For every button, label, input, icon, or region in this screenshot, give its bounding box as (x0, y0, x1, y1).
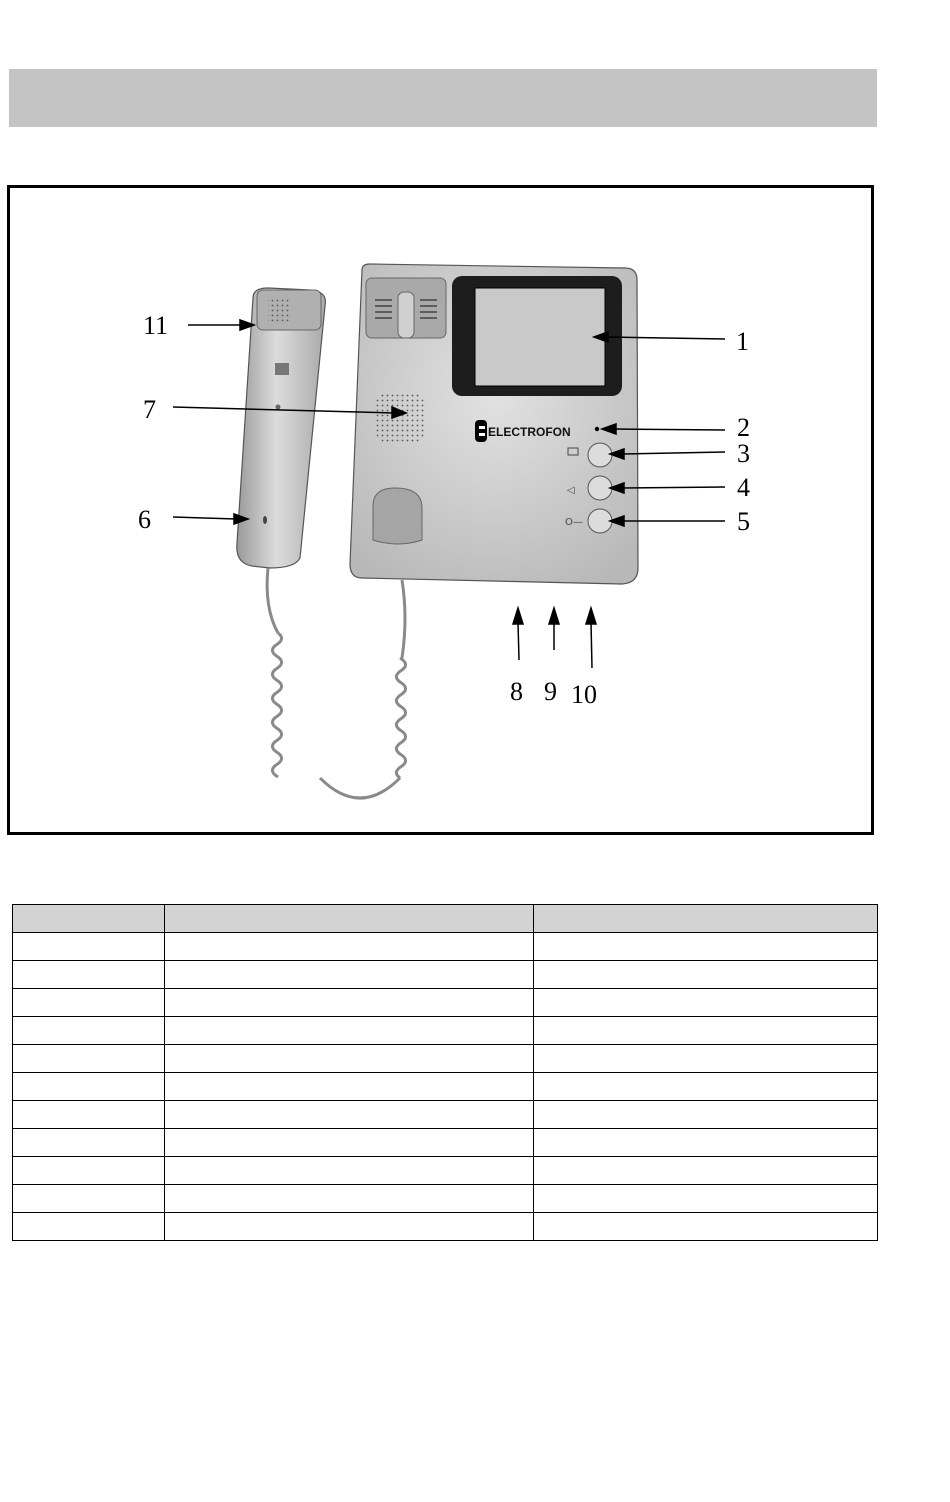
table-header-row (13, 905, 878, 933)
table-cell (13, 1073, 165, 1101)
table-cell (534, 1185, 878, 1213)
table-row (13, 1213, 878, 1241)
callout-4: 4 (737, 473, 750, 502)
svg-text:O—: O— (565, 517, 583, 528)
callout-10: 10 (571, 680, 597, 709)
monitor-unit (350, 264, 638, 584)
lower-cradle (373, 488, 422, 544)
brand-label: ELECTROFON (488, 425, 571, 439)
product-figure (7, 185, 874, 835)
table-cell (13, 1017, 165, 1045)
table-cell (13, 933, 165, 961)
table-row (13, 1129, 878, 1157)
table-cell (165, 1157, 534, 1185)
svg-text:◁: ◁ (567, 485, 575, 496)
table-row (13, 1157, 878, 1185)
table-cell (165, 1129, 534, 1157)
table-cell (165, 1101, 534, 1129)
status-led (595, 427, 599, 431)
table-cell (13, 1213, 165, 1241)
table-cell (13, 989, 165, 1017)
handset-indicator (276, 405, 281, 410)
callout-2: 2 (737, 413, 750, 442)
brand-logo (475, 420, 487, 442)
table-cell (534, 989, 878, 1017)
table-cell (13, 1185, 165, 1213)
table-header-cell (165, 905, 534, 933)
table-cell (534, 1101, 878, 1129)
table-row (13, 1101, 878, 1129)
table-cell (165, 1045, 534, 1073)
section-header-bar (9, 69, 877, 127)
monitor-screen (475, 288, 605, 386)
table-row (13, 1017, 878, 1045)
table-row (13, 1073, 878, 1101)
table-cell (534, 1129, 878, 1157)
table-cell (165, 933, 534, 961)
table-cell (165, 1017, 534, 1045)
callout-5: 5 (737, 507, 750, 536)
table-cell (13, 1045, 165, 1073)
parts-table (12, 904, 878, 1241)
table-cell (534, 961, 878, 989)
table-cell (534, 1073, 878, 1101)
handset (237, 288, 326, 568)
table-cell (165, 989, 534, 1017)
table-header-cell (534, 905, 878, 933)
table-cell (13, 961, 165, 989)
callout-6: 6 (138, 505, 151, 534)
table-cell (165, 1213, 534, 1241)
table-row (13, 1045, 878, 1073)
intercom-illustration (10, 188, 871, 832)
table-row (13, 1185, 878, 1213)
callout-11: 11 (143, 311, 169, 340)
table-header-cell (13, 905, 165, 933)
table-cell (13, 1129, 165, 1157)
table-row (13, 961, 878, 989)
table-cell (165, 1185, 534, 1213)
microphone-hole (263, 516, 267, 524)
callout-7: 7 (143, 395, 156, 424)
speaker-grille (376, 394, 424, 442)
table-cell (534, 1045, 878, 1073)
table-cell (13, 1157, 165, 1185)
table-cell (534, 933, 878, 961)
table-cell (534, 1213, 878, 1241)
table-row (13, 989, 878, 1017)
callout-8: 8 (510, 677, 523, 706)
handset-hook-switch (275, 363, 289, 375)
table-cell (165, 961, 534, 989)
earpiece-grille (268, 298, 290, 324)
callout-3: 3 (737, 439, 750, 468)
callout-1: 1 (736, 327, 749, 356)
table-row (13, 933, 878, 961)
handset-cord (267, 568, 405, 798)
callout-9: 9 (544, 677, 557, 706)
table-cell (13, 1101, 165, 1129)
table-cell (534, 1017, 878, 1045)
table-cell (534, 1157, 878, 1185)
table-cell (165, 1073, 534, 1101)
